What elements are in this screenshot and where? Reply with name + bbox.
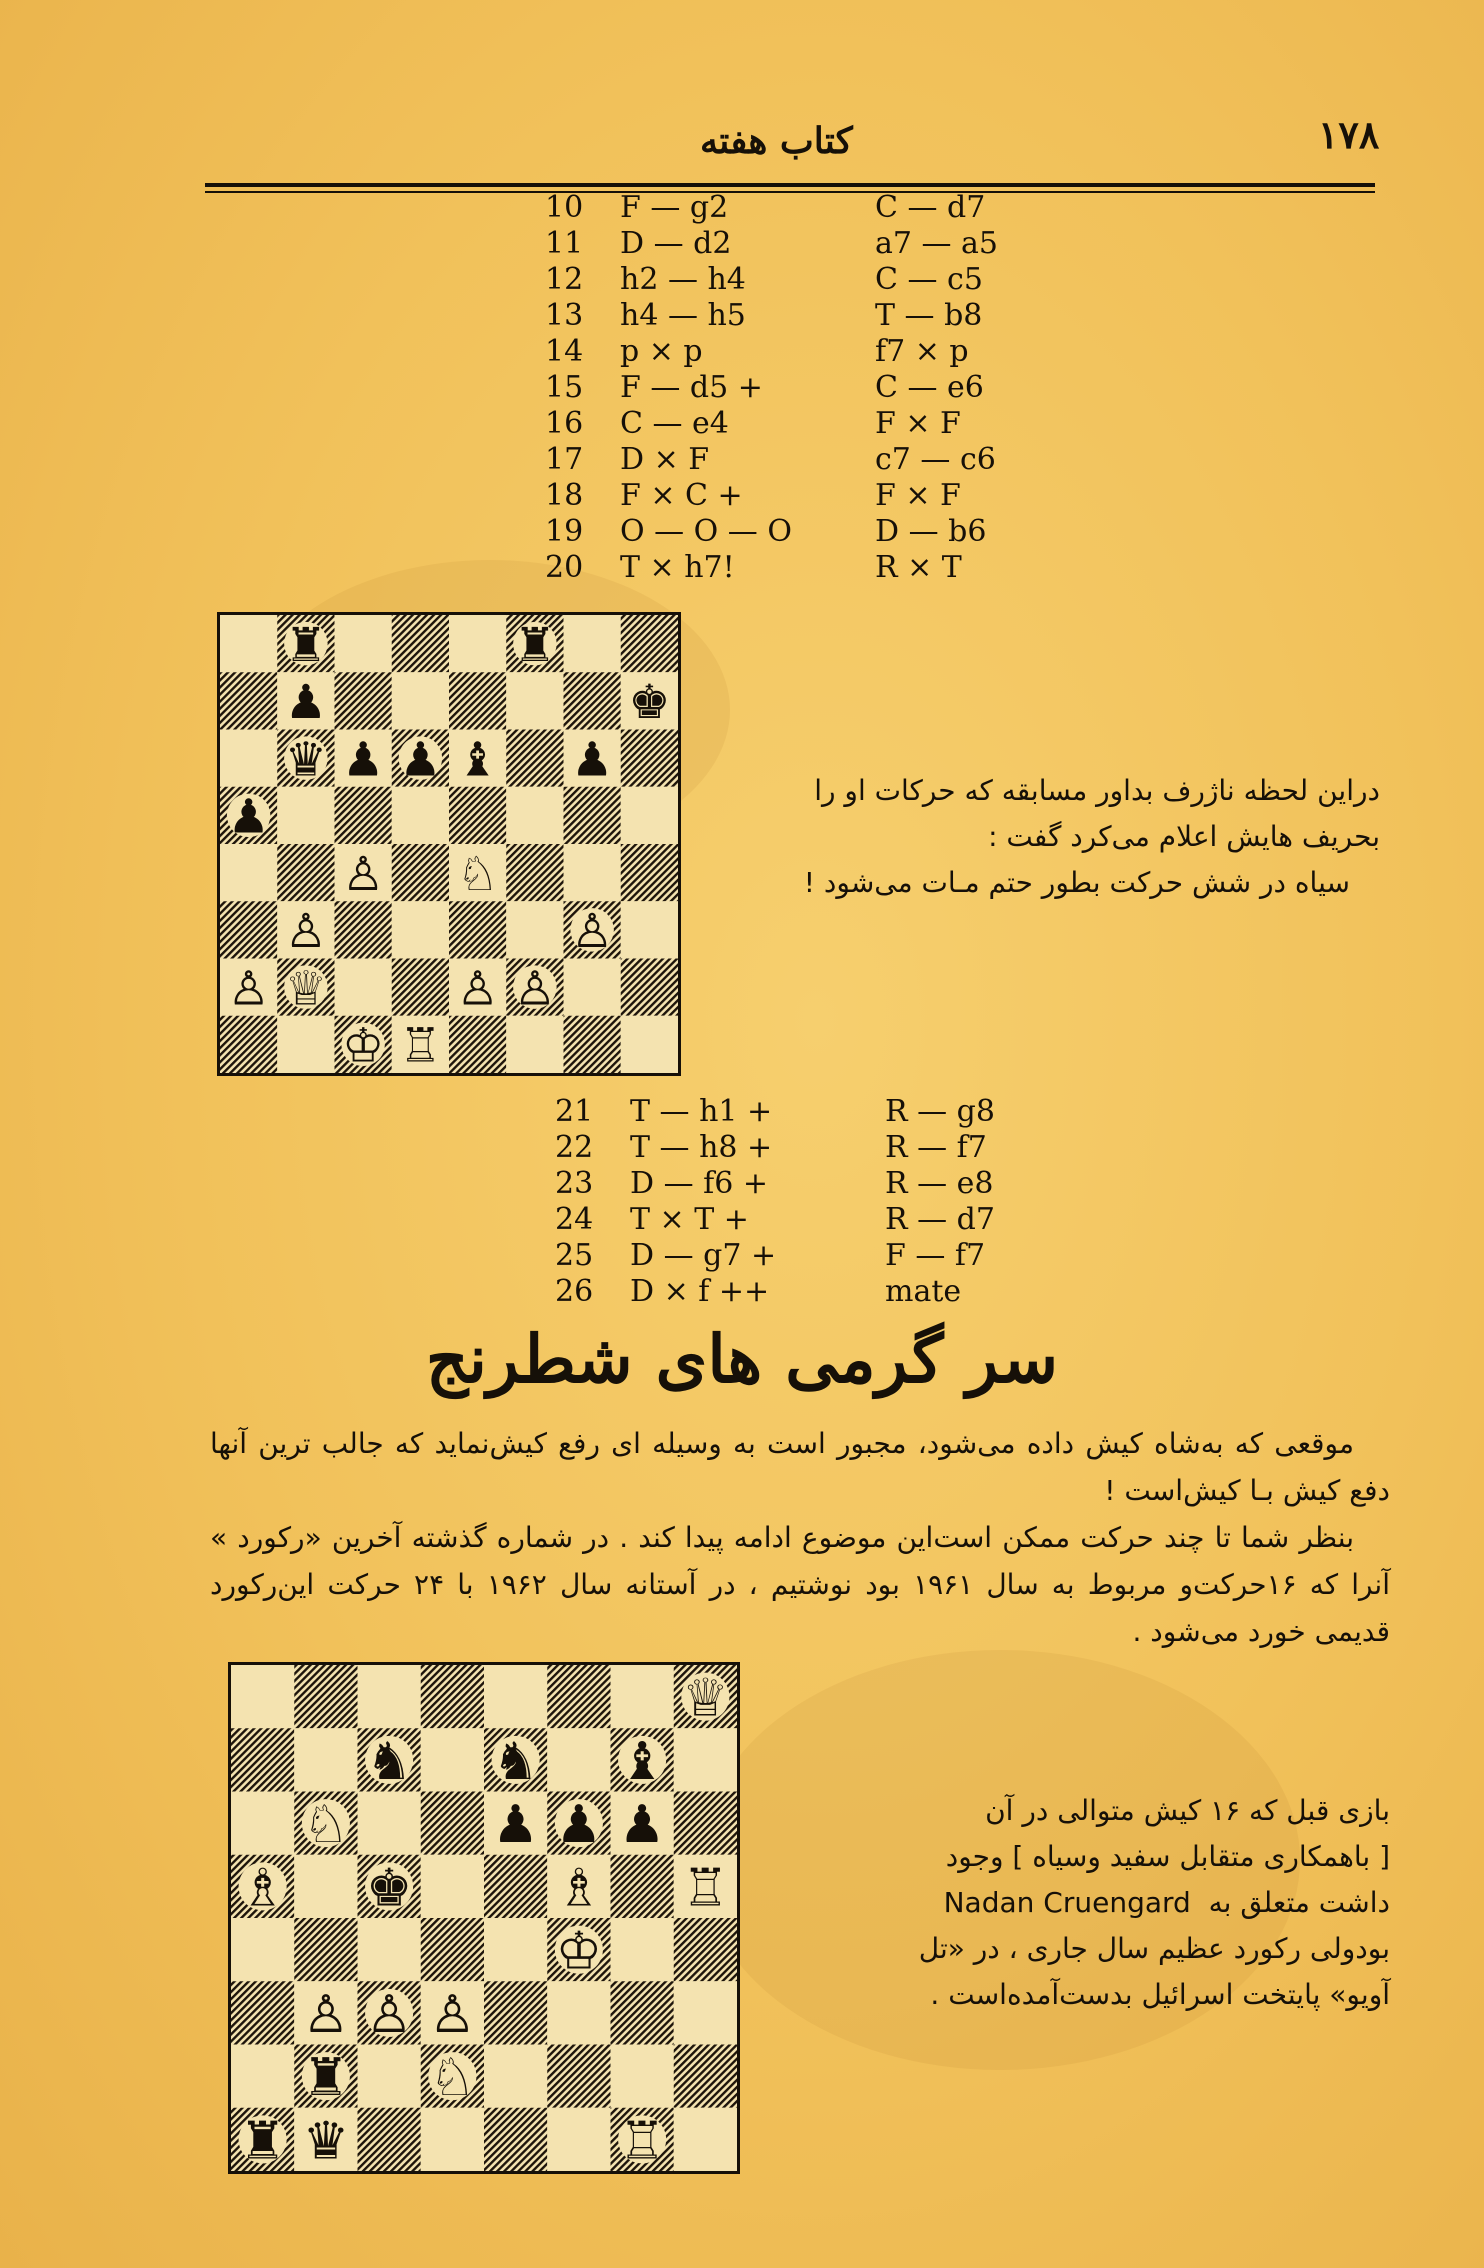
black-move: F × F bbox=[875, 406, 961, 441]
dark-square bbox=[335, 787, 392, 844]
move-row bbox=[555, 1274, 1075, 1310]
white-bishop-icon: ♗ bbox=[239, 1858, 286, 1919]
body-paragraph-1: موقعی که به‌شاه کیش داده می‌شود، مجبور است به وسیله ای رفع کیش‌نماید که جالب ترین آنها دفع کیش بـا کیش‌است ! bbox=[210, 1427, 1390, 1507]
commentary-1-paragraph-2: سیاه در شش حرکت بطور حتم مـات می‌شود ! bbox=[803, 866, 1350, 899]
black-move: F × F bbox=[875, 478, 961, 513]
white-move: T × h7! bbox=[620, 550, 735, 585]
light-square bbox=[674, 1981, 737, 2044]
white-move: h4 — h5 bbox=[620, 298, 746, 333]
black-rook-icon: ♜ bbox=[239, 2111, 286, 2171]
dark-square bbox=[358, 2108, 421, 2171]
light-square bbox=[621, 901, 678, 958]
black-move: C — c5 bbox=[875, 262, 983, 297]
white-move: D — f6 + bbox=[630, 1166, 768, 1201]
move-list-part-1 bbox=[545, 190, 1065, 586]
light-square bbox=[506, 1016, 563, 1073]
move-number: 18 bbox=[545, 478, 584, 513]
dark-square bbox=[449, 672, 506, 729]
black-rook-icon: ♜ bbox=[513, 617, 556, 673]
move-number: 25 bbox=[555, 1238, 594, 1273]
light-square bbox=[611, 1665, 674, 1728]
dark-square bbox=[392, 615, 449, 672]
commentary-2-line-5: آویو» پایتخت اسرائیل بدست‌آمده‌است . bbox=[930, 1978, 1390, 2011]
white-move: F — g2 bbox=[620, 190, 729, 225]
move-row bbox=[545, 190, 1065, 226]
white-move: T — h8 + bbox=[630, 1130, 773, 1165]
chess-diagram-1 bbox=[217, 612, 681, 1076]
section-headline: سر گرمی های شطرنج bbox=[425, 1320, 1059, 1398]
light-square bbox=[421, 2108, 484, 2171]
light-square bbox=[611, 2045, 674, 2108]
move-list-part-2 bbox=[555, 1094, 1075, 1310]
black-move: R — f7 bbox=[885, 1130, 987, 1165]
dark-square bbox=[220, 672, 277, 729]
black-king-icon: ♚ bbox=[628, 675, 671, 731]
light-square bbox=[421, 1855, 484, 1918]
move-row bbox=[545, 442, 1065, 478]
commentary-2-line-4: بودولی رکورد عظیم سال جاری ، در «تل bbox=[918, 1932, 1390, 1965]
light-square bbox=[547, 2108, 610, 2171]
white-move: C — e4 bbox=[620, 406, 729, 441]
dark-square bbox=[621, 959, 678, 1016]
dark-square bbox=[621, 844, 678, 901]
move-row bbox=[555, 1094, 1075, 1130]
light-square bbox=[231, 1665, 294, 1728]
light-square bbox=[506, 901, 563, 958]
dark-square bbox=[421, 1792, 484, 1855]
dark-square bbox=[231, 1728, 294, 1791]
move-number: 16 bbox=[545, 406, 584, 441]
light-square bbox=[506, 672, 563, 729]
dark-square bbox=[674, 1792, 737, 1855]
black-rook-icon: ♜ bbox=[302, 2048, 350, 2109]
move-number: 19 bbox=[545, 514, 584, 549]
black-queen-icon: ♛ bbox=[302, 2111, 350, 2171]
light-square bbox=[231, 2045, 294, 2108]
light-square bbox=[392, 787, 449, 844]
chessboard-2 bbox=[231, 1665, 737, 2171]
light-square bbox=[231, 1918, 294, 1981]
dark-square bbox=[392, 844, 449, 901]
dark-square bbox=[674, 1918, 737, 1981]
commentary-2-line-2: [ باهمکاری متقابل سفید وسیاه ] وجود bbox=[945, 1840, 1390, 1873]
white-move: p × p bbox=[620, 334, 703, 369]
commentary-1 bbox=[790, 768, 1380, 906]
move-row bbox=[545, 226, 1065, 262]
light-square bbox=[484, 1918, 547, 1981]
white-bishop-icon: ♗ bbox=[555, 1858, 603, 1919]
black-move: R × T bbox=[875, 550, 962, 585]
light-square bbox=[564, 615, 621, 672]
light-square bbox=[358, 1918, 421, 1981]
black-knight-icon: ♞ bbox=[492, 1731, 539, 1792]
dark-square bbox=[621, 730, 678, 787]
black-move: f7 × p bbox=[875, 334, 969, 369]
white-move: h2 — h4 bbox=[620, 262, 746, 297]
light-square bbox=[547, 1728, 610, 1791]
black-king-icon: ♚ bbox=[365, 1858, 413, 1919]
white-pawn-icon: ♙ bbox=[302, 1984, 350, 2045]
black-pawn-icon: ♟ bbox=[227, 789, 270, 845]
black-move: c7 — c6 bbox=[875, 442, 996, 477]
dark-square bbox=[449, 901, 506, 958]
white-pawn-icon: ♙ bbox=[227, 961, 270, 1017]
dark-square bbox=[564, 787, 621, 844]
commentary-2-line-3 bbox=[790, 1880, 1390, 1926]
move-number: 15 bbox=[545, 370, 584, 405]
black-pawn-icon: ♟ bbox=[492, 1795, 539, 1856]
black-move: C — d7 bbox=[875, 190, 986, 225]
dark-square bbox=[421, 1665, 484, 1728]
light-square bbox=[358, 1792, 421, 1855]
white-rook-icon: ♖ bbox=[618, 2111, 666, 2171]
move-row bbox=[545, 550, 1065, 586]
running-header-title: کتاب هفته bbox=[700, 120, 853, 162]
move-number: 23 bbox=[555, 1166, 594, 1201]
light-square bbox=[392, 901, 449, 958]
move-row bbox=[545, 262, 1065, 298]
dark-square bbox=[506, 730, 563, 787]
light-square bbox=[611, 1918, 674, 1981]
black-move: C — e6 bbox=[875, 370, 984, 405]
dark-square bbox=[564, 672, 621, 729]
white-queen-icon: ♕ bbox=[682, 1668, 729, 1729]
white-move: F × C + bbox=[620, 478, 743, 513]
dark-square bbox=[621, 615, 678, 672]
dark-square bbox=[449, 1016, 506, 1073]
dark-square bbox=[547, 2045, 610, 2108]
light-square bbox=[220, 844, 277, 901]
white-move: O — O — O bbox=[620, 514, 792, 549]
dark-square bbox=[421, 1918, 484, 1981]
light-square bbox=[484, 1665, 547, 1728]
dark-square bbox=[294, 1665, 357, 1728]
dark-square bbox=[611, 1981, 674, 2044]
move-number: 24 bbox=[555, 1202, 594, 1237]
dark-square bbox=[484, 1855, 547, 1918]
player-name: Nadan Cruengard bbox=[943, 1886, 1191, 1919]
body-paragraph-2: بنظر شما تا چند حرکت ممکن است‌این موضوع ادامه پیدا کند . در شماره گذشته آخرین «رکورد » آنرا که ۱۶حرکت‌و مربوط به سال ۱۹۶۱ بود نوشتیم ، در آستانه سال ۱۹۶۲ با ۲۴ حرکت این‌رکورد قدیمی خورد می‌شود . bbox=[210, 1521, 1391, 1648]
move-row bbox=[545, 334, 1065, 370]
black-pawn-icon: ♟ bbox=[399, 732, 442, 788]
dark-square bbox=[220, 901, 277, 958]
dark-square bbox=[564, 1016, 621, 1073]
white-move: F — d5 + bbox=[620, 370, 763, 405]
move-row bbox=[555, 1166, 1075, 1202]
dark-square bbox=[506, 844, 563, 901]
dark-square bbox=[611, 1855, 674, 1918]
light-square bbox=[621, 787, 678, 844]
light-square bbox=[421, 1728, 484, 1791]
white-rook-icon: ♖ bbox=[682, 1858, 729, 1919]
light-square bbox=[231, 1792, 294, 1855]
move-row bbox=[555, 1130, 1075, 1166]
white-rook-icon: ♖ bbox=[399, 1018, 442, 1073]
light-square bbox=[220, 615, 277, 672]
move-number: 17 bbox=[545, 442, 584, 477]
white-pawn-icon: ♙ bbox=[513, 961, 556, 1017]
light-square bbox=[564, 844, 621, 901]
black-move: R — e8 bbox=[885, 1166, 994, 1201]
move-number: 22 bbox=[555, 1130, 594, 1165]
light-square bbox=[358, 2045, 421, 2108]
move-row bbox=[555, 1202, 1075, 1238]
move-row bbox=[555, 1238, 1075, 1274]
light-square bbox=[335, 959, 392, 1016]
dark-square bbox=[484, 2108, 547, 2171]
move-number: 13 bbox=[545, 298, 584, 333]
light-square bbox=[277, 787, 334, 844]
light-square bbox=[621, 1016, 678, 1073]
light-square bbox=[358, 1665, 421, 1728]
light-square bbox=[506, 787, 563, 844]
light-square bbox=[294, 1855, 357, 1918]
white-pawn-icon: ♙ bbox=[456, 961, 499, 1017]
black-move: R — g8 bbox=[885, 1094, 995, 1129]
black-pawn-icon: ♟ bbox=[284, 675, 327, 731]
black-pawn-icon: ♟ bbox=[618, 1795, 666, 1856]
black-knight-icon: ♞ bbox=[365, 1731, 413, 1792]
black-move: R — d7 bbox=[885, 1202, 995, 1237]
white-knight-icon: ♘ bbox=[302, 1795, 350, 1856]
black-move: a7 — a5 bbox=[875, 226, 999, 261]
light-square bbox=[277, 1016, 334, 1073]
light-square bbox=[449, 615, 506, 672]
white-pawn-icon: ♙ bbox=[429, 1984, 476, 2045]
black-move: F — f7 bbox=[885, 1238, 986, 1273]
move-row bbox=[545, 298, 1065, 334]
black-move: T — b8 bbox=[875, 298, 983, 333]
dark-square bbox=[392, 959, 449, 1016]
white-move: T × T + bbox=[630, 1202, 749, 1237]
black-bishop-icon: ♝ bbox=[618, 1731, 666, 1792]
dark-square bbox=[674, 2045, 737, 2108]
commentary-2-line-1: بازی قبل که ۱۶ کیش متوالی در آن bbox=[985, 1794, 1390, 1827]
dark-square bbox=[484, 1981, 547, 2044]
black-queen-icon: ♛ bbox=[284, 732, 327, 788]
commentary-1-paragraph: دراین لحظه ناژرف بداور مسابقه که حرکات او را بحریف هایش اعلام می‌کرد گفت : bbox=[814, 774, 1380, 853]
black-bishop-icon: ♝ bbox=[456, 732, 499, 788]
white-knight-icon: ♘ bbox=[456, 846, 499, 902]
dark-square bbox=[547, 1665, 610, 1728]
black-move: D — b6 bbox=[875, 514, 987, 549]
dark-square bbox=[277, 844, 334, 901]
article-body bbox=[210, 1420, 1390, 1655]
light-square bbox=[220, 730, 277, 787]
light-square bbox=[484, 2045, 547, 2108]
commentary-2-line-3-text: داشت متعلق به bbox=[1208, 1886, 1390, 1919]
move-row bbox=[545, 370, 1065, 406]
move-number: 10 bbox=[545, 190, 584, 225]
dark-square bbox=[449, 787, 506, 844]
chessboard-1 bbox=[220, 615, 678, 1073]
move-row bbox=[545, 514, 1065, 550]
white-move: D × f ++ bbox=[630, 1274, 770, 1309]
white-king-icon: ♔ bbox=[555, 1921, 603, 1982]
move-number: 14 bbox=[545, 334, 584, 369]
light-square bbox=[335, 615, 392, 672]
black-pawn-icon: ♟ bbox=[555, 1795, 603, 1856]
light-square bbox=[392, 672, 449, 729]
move-number: 26 bbox=[555, 1274, 594, 1309]
white-move: D × F bbox=[620, 442, 710, 477]
page-number: ۱۷۸ bbox=[1318, 112, 1380, 157]
light-square bbox=[294, 1728, 357, 1791]
move-row bbox=[545, 406, 1065, 442]
move-number: 20 bbox=[545, 550, 584, 585]
move-number: 21 bbox=[555, 1094, 594, 1129]
black-pawn-icon: ♟ bbox=[571, 732, 614, 788]
dark-square bbox=[335, 672, 392, 729]
black-move: mate bbox=[885, 1274, 962, 1309]
move-row bbox=[545, 478, 1065, 514]
white-king-icon: ♔ bbox=[342, 1018, 385, 1073]
light-square bbox=[674, 2108, 737, 2171]
move-number: 12 bbox=[545, 262, 584, 297]
white-pawn-icon: ♙ bbox=[342, 846, 385, 902]
commentary-2 bbox=[790, 1788, 1390, 2018]
white-pawn-icon: ♙ bbox=[284, 904, 327, 960]
light-square bbox=[547, 1981, 610, 2044]
light-square bbox=[564, 959, 621, 1016]
dark-square bbox=[231, 1981, 294, 2044]
header-rule bbox=[205, 183, 1375, 187]
dark-square bbox=[335, 901, 392, 958]
light-square bbox=[674, 1728, 737, 1791]
white-move: D — g7 + bbox=[630, 1238, 777, 1273]
dark-square bbox=[220, 1016, 277, 1073]
white-move: T — h1 + bbox=[630, 1094, 773, 1129]
white-pawn-icon: ♙ bbox=[571, 904, 614, 960]
black-rook-icon: ♜ bbox=[284, 617, 327, 673]
move-number: 11 bbox=[545, 226, 584, 261]
white-pawn-icon: ♙ bbox=[365, 1984, 413, 2045]
dark-square bbox=[294, 1918, 357, 1981]
white-knight-icon: ♘ bbox=[429, 2048, 476, 2109]
white-queen-icon: ♕ bbox=[284, 961, 327, 1017]
black-pawn-icon: ♟ bbox=[342, 732, 385, 788]
white-move: D — d2 bbox=[620, 226, 732, 261]
chess-diagram-2 bbox=[228, 1662, 740, 2174]
